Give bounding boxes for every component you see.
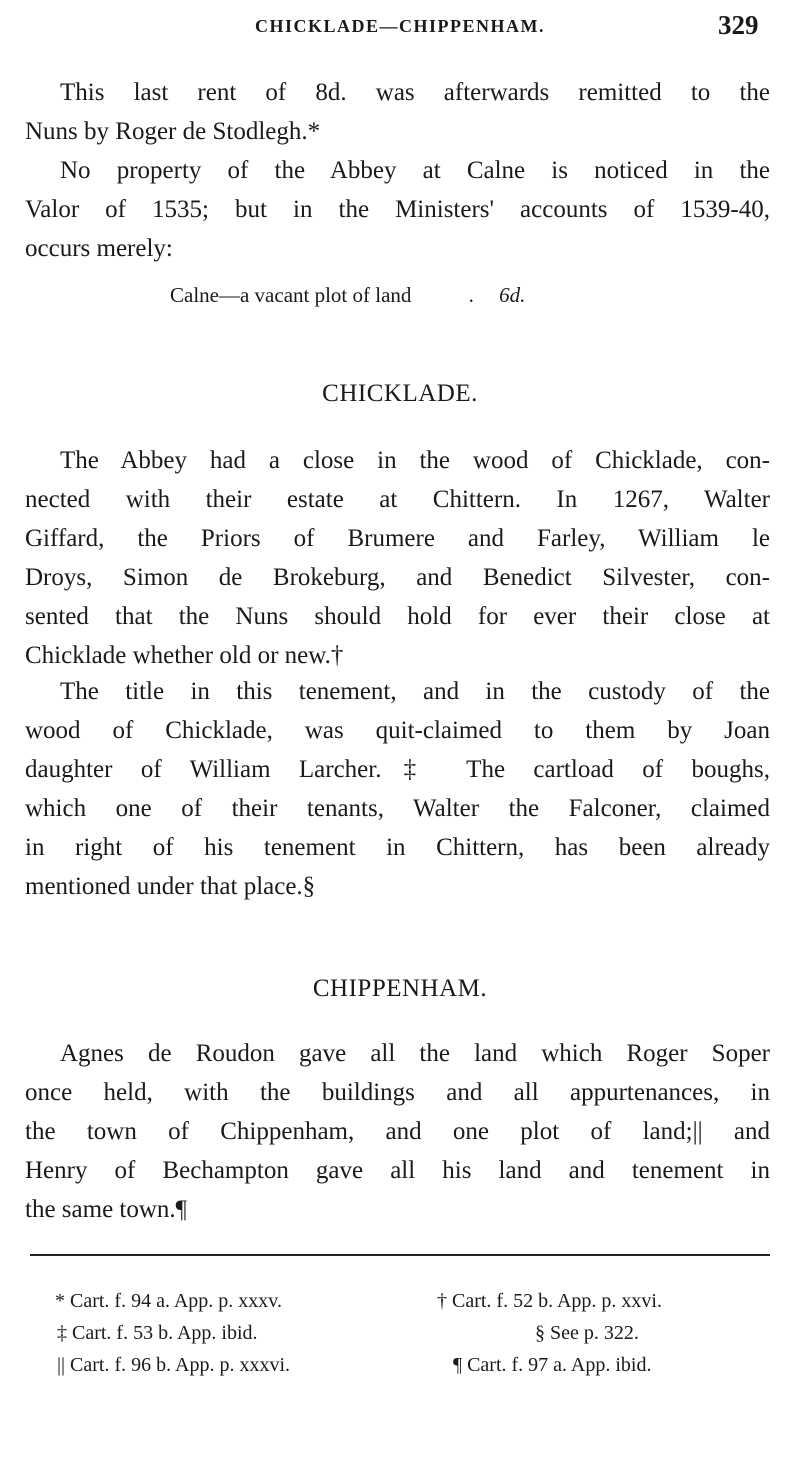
entry-dot: . bbox=[468, 283, 474, 307]
text-line: sented that the Nuns should hold for ever their close at bbox=[25, 603, 770, 630]
footnote: || Cart. f. 96 b. App. p. xxxvi. bbox=[57, 1354, 290, 1376]
page-number: 329 bbox=[718, 10, 759, 40]
text-line: occurs merely: bbox=[25, 235, 173, 262]
text-line: Agnes de Roudon gave all the land which Roger Soper bbox=[60, 1040, 770, 1067]
entry-value: 6d. bbox=[499, 283, 526, 307]
footnote-divider bbox=[30, 1254, 770, 1256]
text-line: Nuns by Roger de Stodlegh.* bbox=[25, 118, 321, 145]
entry-label: Calne—a vacant plot of land bbox=[170, 283, 412, 307]
text-line: Henry of Bechampton gave all his land and tenement in bbox=[25, 1157, 770, 1184]
text-line: the same town.¶ bbox=[25, 1196, 187, 1223]
text-line: nected with their estate at Chittern. In 1267, Walter bbox=[25, 486, 770, 513]
text-line: daughter of William Larcher.‡ The cartload of boughs, bbox=[25, 756, 770, 783]
text-line: The Abbey had a close in the wood of Chicklade, con- bbox=[60, 447, 770, 474]
text-line: mentioned under that place.§ bbox=[25, 873, 316, 900]
text-line: in right of his tenement in Chittern, has been already bbox=[25, 834, 770, 861]
text-line: Giffard, the Priors of Brumere and Farley, William le bbox=[25, 525, 770, 552]
text-line: the town of Chippenham, and one plot of land;|| and bbox=[25, 1118, 770, 1145]
footnote: * Cart. f. 94 a. App. p. xxxv. bbox=[55, 1290, 283, 1312]
text-line: wood of Chicklade, was quit-claimed to them by Joan bbox=[25, 717, 770, 744]
text-line: This last rent of 8d. was afterwards remitted to the bbox=[60, 79, 770, 106]
section-heading-chicklade: CHICKLADE. bbox=[322, 380, 478, 407]
footnote: ‡ Cart. f. 53 b. App. ibid. bbox=[57, 1322, 258, 1344]
text-line: Droys, Simon de Brokeburg, and Benedict Silvester, con- bbox=[25, 564, 770, 591]
text-line: once held, with the buildings and all appurtenances, in bbox=[25, 1079, 770, 1106]
text-line: Chicklade whether old or new.† bbox=[25, 642, 344, 669]
text-line: No property of the Abbey at Calne is noticed in the bbox=[60, 157, 770, 184]
footnote: § See p. 322. bbox=[535, 1322, 639, 1344]
section-heading-chippenham: CHIPPENHAM. bbox=[312, 975, 488, 1002]
text-line: The title in this tenement, and in the custody of the bbox=[60, 678, 770, 705]
footnote: ¶ Cart. f. 97 a. App. ibid. bbox=[453, 1354, 652, 1376]
text-line: Valor of 1535; but in the Ministers' accounts of 1539-40, bbox=[25, 196, 770, 223]
running-title: CHICKLADE—CHIPPENHAM. bbox=[254, 16, 545, 36]
footnote: † Cart. f. 52 b. App. p. xxvi. bbox=[437, 1290, 662, 1312]
calne-entry bbox=[170, 283, 525, 308]
text-line: which one of their tenants, Walter the Falconer, claimed bbox=[25, 795, 770, 822]
